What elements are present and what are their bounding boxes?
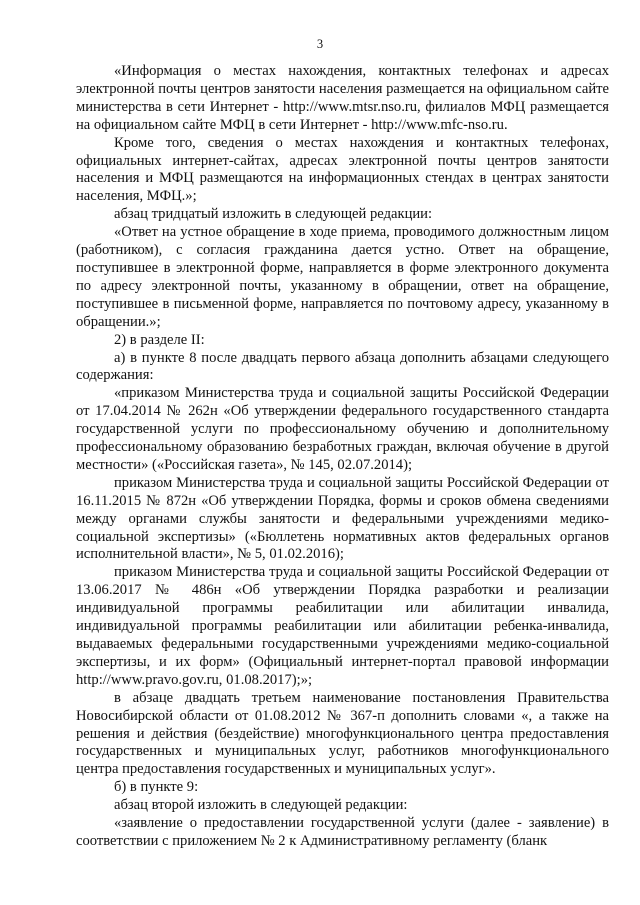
paragraph-application: «заявление о предоставлении государственной услуги (далее - заявление) в соответствии с приложением № 2 к Административному регламенту (бланк xyxy=(76,815,609,849)
paragraph-info-locations: «Информация о местах нахождения, контактных телефонах и адресах электронной почты центров занятости населения размещается на официальном сайте министерства в сети Интернет - http://www.mtsr.nso.ru, филиалов МФЦ размещается на официальном сайте МФЦ в сети Интернет - http://www.mfc-nso.ru. xyxy=(76,63,609,133)
paragraph-point-8: а) в пункте 8 после двадцать первого абзаца дополнить абзацами следующего содержания: xyxy=(76,349,609,384)
paragraph-abzac-23: в абзаце двадцать третьем наименование постановления Правительства Новосибирской области от 01.08.2012 № 367-п дополнить словами «, а также на решения и действия (бездействие) многофункционального центра предоставления государственных и муниципальных услуг, работников многофункционального центра предоставления государственных и муниципальных услуг». xyxy=(76,689,609,778)
paragraph-stands: Кроме того, сведения о местах нахождения и контактных телефонах, официальных интернет-сайтах, адресах электронной почты центров занятости населения и МФЦ размещаются на информационных стендах в центрах занятости населения, МФЦ.»; xyxy=(76,134,609,205)
paragraph-abzac-2: абзац второй изложить в следующей редакции: xyxy=(114,797,408,814)
paragraph-order-872n: приказом Министерства труда и социальной защиты Российской Федерации от 16.11.2015 № 872н «Об утверждении Порядка, формы и сроков обмена сведениями между органами службы занятости и федеральными учреждениями медико-социальной экспертизы» («Бюллетень нормативных актов федеральных органов исполнительной власти», № 5, 01.02.2016); xyxy=(76,474,609,563)
paragraph-order-486n: приказом Министерства труда и социальной защиты Российской Федерации от 13.06.2017 № 486н «Об утверждении Порядка разработки и реализации индивидуальной программы реабилитации или абилитации инвалида, индивидуальной программы реабилитации или абилитации ребенка-инвалида, выдаваемых федеральными государственными учреждениями медико-социальной экспертизы, и их форм» (Официальный интернет-портал правовой информации http://www.pravo.gov.ru, 01.08.2017);»; xyxy=(76,564,609,688)
paragraph-point-9: б) в пункте 9: xyxy=(114,779,199,796)
page-number: 3 xyxy=(316,37,324,51)
paragraph-answer: «Ответ на устное обращение в ходе приема, проводимого должностным лицом (работником), с согласия гражданина дается устно. Ответ на обращение, поступившее в электронной форме, направляется в форме электронного документа по адресу электронной почты, указанному в обращении, ответ на обращение, поступившее в письменной форме, направляется по почтовому адресу, указанному в обращении.»; xyxy=(76,224,609,330)
paragraph-order-262n: «приказом Министерства труда и социальной защиты Российской Федерации от 17.04.2014 № 262н «Об утверждении федерального государственного стандарта государственной услуги по профессиональному обучению и дополнительному профессиональному образованию безработных граждан, включая обучение в другой местности» («Российская газета», № 145, 02.07.2014); xyxy=(76,385,609,473)
document-body xyxy=(76,63,609,851)
paragraph-abzac-30: абзац тридцатый изложить в следующей редакции: xyxy=(114,206,433,223)
paragraph-section-2: 2) в разделе II: xyxy=(114,331,205,348)
